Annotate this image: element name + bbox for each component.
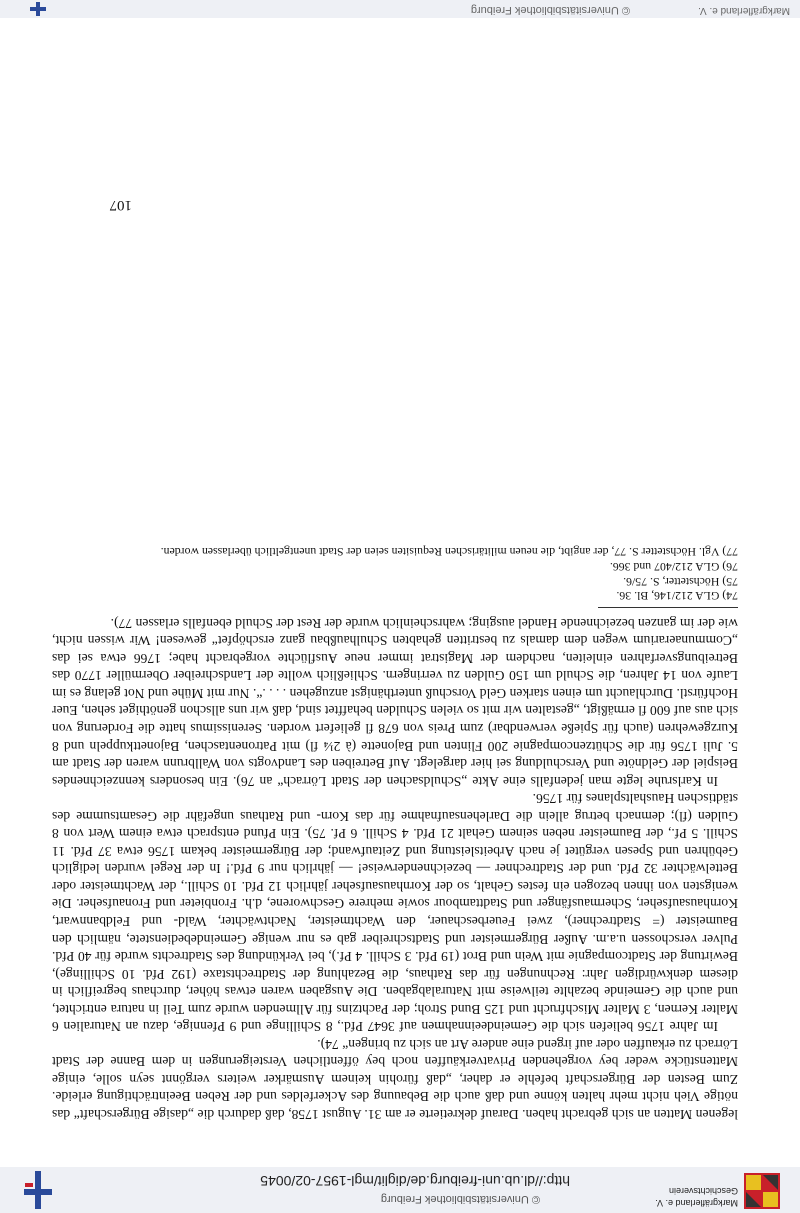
viewer-footer <box>0 0 800 18</box>
footnote-75: 75) Höchstetter, S. 75/6. <box>623 574 738 589</box>
footnote-76: 76) GLA 212/407 und 366. <box>609 559 738 574</box>
paragraph-3: In Karlsruhe legte man jedenfalls eine Akte „Schuldsachen der Stadt Lörrach“ an 76). Ein besonders kennzeichnendes Beispiel der Geldnöte und Verschuldung sei hier dargelegt. Auf Betreiben des Landvogts von Wallbrunn waren der Stadt am 5. Juli 1756 für die Schützencompagnie 200 Flinten und Bajonette (à 2¼ fl) mit Patronentaschen, Bajonettkuppeln und 8 Kurzgewehren (auch für Spieße verwendbar) zum Preis von 678 fl geliefert worden. Serenissimus hatte die Forderung von sich aus auf 600 fl ermäßigt, „gestalten wir mit so vielen Schulden behafftet sind, daß wir uns allschon genöthiget sehen, Euer Hochfürstl. Durchlaucht um einen starken Geld Vorschuß unterthänigst anzugehen . . . .“. Nur mit Mühe und Not gelang es im Laufe von 14 Jahren, die Schuld um 150 Gulden zu verringern. Schließlich wollte der Landschreiber Obermüller 1770 das Betreibungsverfahren einleiten, nachdem der Magistrat immer neue Ausflüchte vorgebracht habe; 1766 etwa sei das „Communaerarium wegen dem damals zu bestritten gehabten Schulhaußbau ganz erschöpfet“ gewesen! Wir wissen nicht, wie der im ganzen bezeichnende Handel ausging; wahrscheinlich wurde der Rest der Schuld ebenfalls erlassen 77). <box>52 615 738 789</box>
society-label: Markgräflerland e. V. Geschichtsverein <box>655 1186 738 1208</box>
footnote-74: 74) GLA 212/146, Bl. 36. <box>616 589 738 604</box>
footer-copyright-text: © Universitätsbibliothek Freiburg <box>470 4 630 16</box>
copyright-text: © Universitätsbibliothek Freiburg <box>380 1193 540 1205</box>
footnote-77: 77) Vgl. Höchstetter S. 77, der angibt, die neuen militärischen Requisiten seien der Stadt unentgeltlich überlassen worden. <box>160 545 738 560</box>
university-library-logo-icon <box>24 1171 52 1209</box>
paragraph-2: Im Jahre 1756 beliefen sich die Gemeindeeinnahmen auf 3647 Pfd., 8 Schillinge und 9 Pfennige, dazu an Naturalien 6 Malter Kernen, 3 Malter Mischfrucht und 125 Bund Stroh; der Pachtzins für Allmenden wurde zum Teil in natura entrichtet, und auch die Gemeinde bezahlte teilweise mit Naturalabgaben. Die Ausgaben waren etwas höher, durchaus begreiflich in diesem denkwürdigen Jahr: Rechnungen für das Rathaus, die Bezahlung der Stadtrechtstaxe (192 Pfd. 10 Schillinge), Bewirtung der Stadtcompagnie mit Wein und Brot (19 Pfd. 3 Schill. 4 Pf.), bei Verkündung des Stadtrechts wurde für 40 Pfd. Pulver verschossen u.a.m. Außer Bürgermeister und Stadtschreiber gab es nur wenige Gemeindebedienstete, nämlich den Baumeister (= Stadtrechner), zwei Feuerbeschauer, den Wachtmeister, Nachtwächter, Wald- und Feldbannwart, Kornhausaufseher, Schermausfänger und Stadttambour sowie mehrere Geschworene, d.h. Fronbieter und Fronaufseher. Die wenigsten von ihnen bezogen ein festes Gehalt, so der Kornhausaufseher jährlich 12 Pfd. 10 Schill., der Wachtmeister oder Bettelwächter 32 Pfd. und der Stadtrechner — bezeichnenderweise! — jährlich nur 9 Pfd.! In der Regel wurden lediglich Gebühren und Spesen vergütet je nach Arbeitsleistung und Zeitaufwand; der Bürgermeister bekam 1756 etwa 37 Pfd. 11 Schill. 5 Pf., der Baumeister neben seinem Gehalt 21 Pfd. 4 Schill. 6 Pf. 75). Ein Pfund entsprach etwa einem Wert von 8 Gulden (fl); demnach betrug allein die Darlehensaufnahme für das Korn- und Rathaus ungefähr die Gesamtsumme des städtischen Haushaltsplanes für 1756. <box>52 791 738 1035</box>
page-body <box>52 614 738 1123</box>
society-footer-text: Markgräflerland e. V. <box>698 5 790 16</box>
footnote-divider <box>598 607 738 608</box>
scanned-page <box>52 545 738 1123</box>
society-crest-icon <box>744 1173 780 1209</box>
footnotes <box>52 545 738 603</box>
viewer-header <box>0 1167 800 1213</box>
document-url-link[interactable]: http://dl.ub.uni-freiburg.de/diglit/mgl-1957-02/0045 <box>260 1173 570 1189</box>
university-library-small-logo-icon <box>30 2 46 16</box>
page-number: 107 <box>109 197 132 213</box>
paragraph-1: legenen Matten an sich gebracht haben. Darauf dekretierte er am 31. August 1758, daß dadurch die „dasige Bürgerschaft“ das nötige Vieh nicht mehr halten könne und daß auch die Bebauung des Ackerfeldes und der Reben Beeinträchtigung erleide. Zum Besten der Bürgerschaft befehle er daher, „daß fürohin keinem Ausmärker weiters vergönnt seyn solle, einige Mattenstücke weder bey vorgehenden Privatverkäuffen noch bey öffentlichen Versteigerungen in dem Banne der Stadt Lörrach zu erkauffen oder auf irgend eine andere Art an sich zu bringen“ 74). <box>52 1036 738 1122</box>
